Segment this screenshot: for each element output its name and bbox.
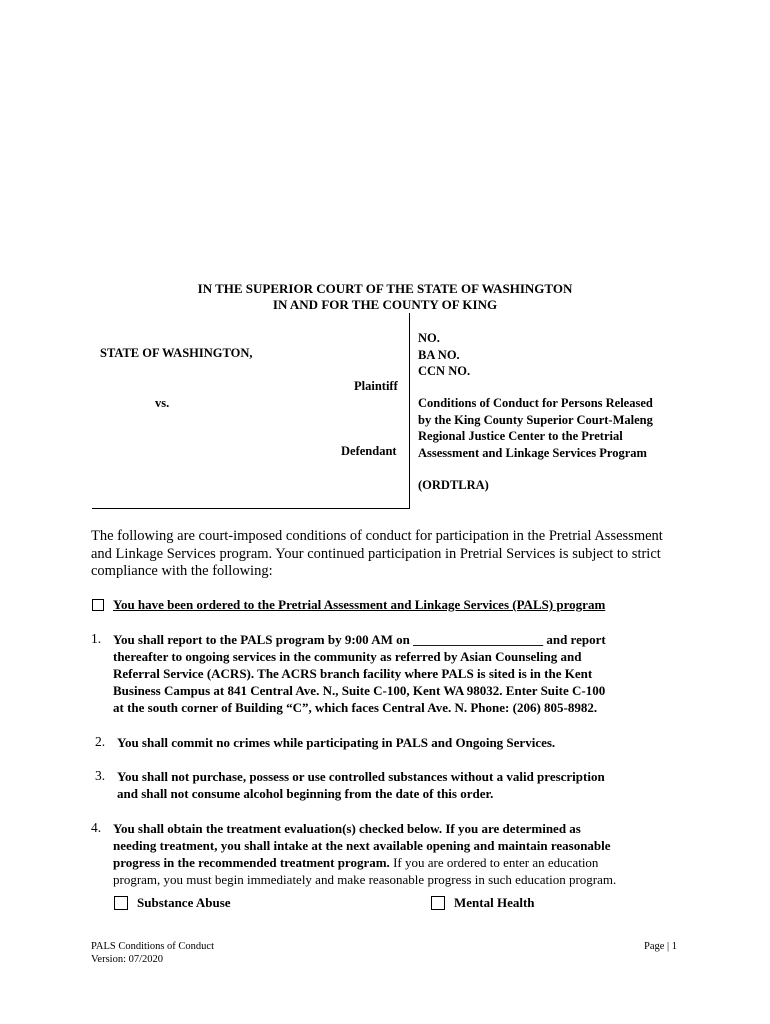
footer-version: Version: 07/2020 [91,954,164,965]
condition-4 [113,820,616,888]
footer-form-name: PALS Conditions of Conduct [91,941,215,952]
condition-normal-text: If you are ordered to enter an education [389,855,599,870]
condition-line [113,854,616,871]
footer-page-number: Page | 1 [644,941,678,952]
ba-no-label: BA NO. [418,347,460,362]
condition-line: needing treatment, you shall intake at the next available opening and maintain reasonable [113,838,611,853]
condition-number: 4. [91,820,102,835]
order-title-line: Assessment and Linkage Services Program [418,445,647,460]
case-number-block [418,330,470,380]
condition-3 [117,768,605,802]
pals-order-checkbox[interactable] [92,599,104,611]
condition-line: Referral Service (ACRS). The ACRS branch facility where PALS is sited is in the Kent [113,666,593,681]
condition-number: 2. [95,734,106,749]
substance-abuse-label: Substance Abuse [137,895,231,910]
condition-line: program, you must begin immediately and make reasonable progress in such education program. [113,872,617,887]
order-title-line: Conditions of Conduct for Persons Released [418,396,653,410]
order-title-line: Regional Justice Center to the Pretrial [418,429,623,443]
condition-line: You shall obtain the treatment evaluation(s) checked below. If you are determined as [113,821,581,836]
condition-line: at the south corner of Building “C”, which faces Central Ave. N. Phone: (206) 805-8982. [113,700,598,715]
plaintiff-name: STATE OF WASHINGTON, [100,346,253,360]
substance-abuse-checkbox[interactable] [114,896,128,910]
mental-health-label: Mental Health [454,895,535,910]
ccn-no-label: CCN NO. [418,364,471,378]
condition-line: and shall not consume alcohol beginning from the date of this order. [117,786,494,801]
condition-line: thereafter to ongoing services in the community as referred by Asian Counseling and [113,649,582,664]
condition-line: You shall commit no crimes while participating in PALS and Ongoing Services. [117,735,556,750]
caption-bottom-rule [92,508,410,509]
court-title-line-2: IN AND FOR THE COUNTY OF KING [272,297,498,312]
condition-line: You shall not purchase, possess or use controlled substances without a valid prescription [117,769,605,784]
order-title [418,395,653,461]
footer-left [91,940,214,966]
order-title-line: by the King County Superior Court-Maleng [418,412,653,427]
plaintiff-label: Plaintiff [354,379,398,393]
condition-line: Business Campus at 841 Central Ave. N., Suite C-100, Kent WA 98032. Enter Suite C-100 [113,683,606,698]
condition-number: 3. [95,768,106,783]
condition-1 [113,631,606,716]
versus-label: vs. [155,396,170,410]
condition-2 [117,734,555,751]
condition-bold-text: progress in the recommended treatment program. [113,855,390,870]
condition-number: 1. [91,631,102,646]
condition-line: You shall report to the PALS program by 9:00 AM on ____________________ and report [113,632,606,647]
defendant-label: Defendant [341,444,397,458]
caption-vertical-divider [409,313,410,509]
pals-order-label: You have been ordered to the Pretrial Assessment and Linkage Services (PALS) program [113,597,606,612]
mental-health-checkbox[interactable] [431,896,445,910]
court-title-line-1: IN THE SUPERIOR COURT OF THE STATE OF WASHINGTON [197,281,573,296]
order-code: (ORDTLRA) [418,478,489,492]
case-no-label: NO. [418,331,440,345]
intro-paragraph: The following are court-imposed conditions of conduct for participation in the Pretrial Assessment and Linkage Services program. Your continued participation in Pretrial Services is subject to strict compliance with the following: [91,528,663,579]
